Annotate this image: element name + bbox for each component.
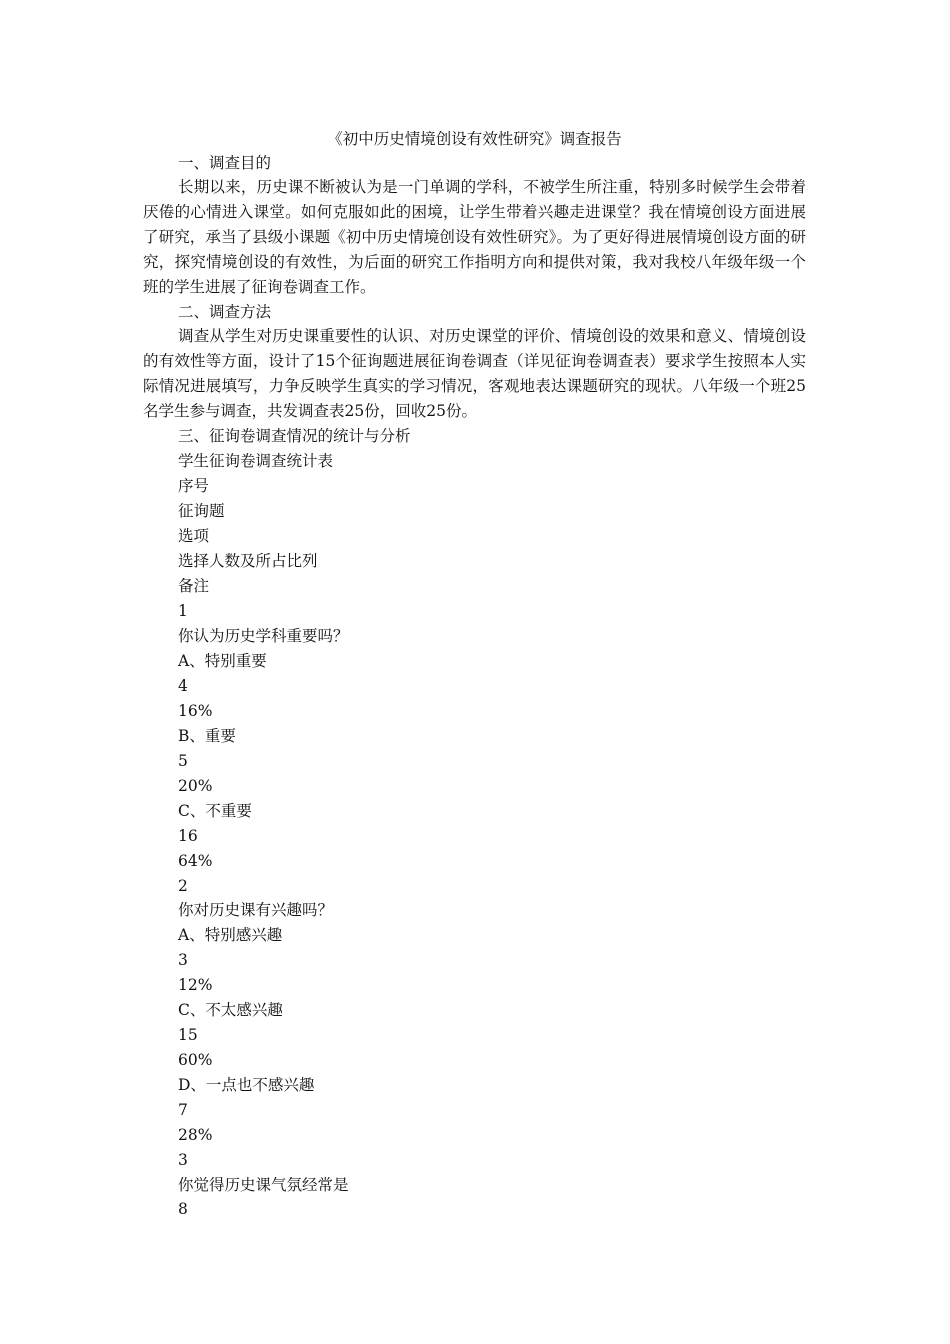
table-cell: 15 bbox=[178, 1026, 198, 1044]
table-cell: 1 bbox=[178, 602, 188, 620]
table-cell: 2 bbox=[178, 877, 188, 895]
table-cell: D、一点也不感兴趣 bbox=[178, 1076, 315, 1094]
document-title: 《初中历史情境创设有效性研究》调查报告 bbox=[327, 130, 622, 148]
section-1-body: 长期以来，历史课不断被认为是一门单调的学科，不被学生所注重，特别多时候学生会带着厌倦的心情进入课堂。如何克服如此的困境，让学生带着兴趣走进课堂？我在情境创设方面进展了研究，承当了县级小课题《初中历史情境创设有效性研究》。为了更好得进展情境创设方面的研究，探究情境创设的有效性，为后面的研究工作指明方向和提供对策，我对我校八年级年级一个班的学生进展了征询卷调查工作。 bbox=[143, 178, 806, 296]
table-cell: C、不太感兴趣 bbox=[178, 1001, 283, 1019]
table-cell: 3 bbox=[178, 951, 188, 969]
table-cell: 3 bbox=[178, 1151, 188, 1169]
table-cell: 16 bbox=[178, 827, 198, 845]
table-cell: 7 bbox=[178, 1101, 188, 1119]
table-cell: 5 bbox=[178, 752, 188, 770]
table-cell: B、重要 bbox=[178, 727, 236, 745]
table-cell: A、特别感兴趣 bbox=[178, 926, 283, 944]
table-header-cell: 征询题 bbox=[178, 502, 225, 520]
table-cell: 16% bbox=[178, 702, 213, 720]
section-2-body: 调查从学生对历史课重要性的认识、对历史课堂的评价、情境创设的效果和意义、情境创设的有效性等方面，设计了15个征询题进展征询卷调查（详见征询卷调查表）要求学生按照本人实际情况进展填写，力争反映学生真实的学习情况，客观地表达课题研究的现状。八年级一个班25名学生参与调查，共发调查表25份，回收25份。 bbox=[143, 327, 806, 420]
table-header-cell: 选项 bbox=[178, 527, 210, 545]
table-cell: 4 bbox=[178, 677, 188, 695]
table-header-cell: 备注 bbox=[178, 577, 210, 595]
table-cell: 你觉得历史课气氛经常是 bbox=[178, 1176, 349, 1194]
section-2-heading: 二、调查方法 bbox=[178, 303, 272, 321]
table-cell: A、特别重要 bbox=[178, 652, 267, 670]
table-cell: C、不重要 bbox=[178, 802, 252, 820]
table-cell: 60% bbox=[178, 1051, 213, 1069]
table-cell: 你对历史课有兴趣吗？ bbox=[178, 901, 334, 919]
table-cell: 你认为历史学科重要吗？ bbox=[178, 627, 349, 645]
table-header-cell: 序号 bbox=[178, 477, 210, 495]
section-1-heading: 一、调查目的 bbox=[178, 154, 272, 172]
table-cell: 20% bbox=[178, 777, 213, 795]
table-cell: 12% bbox=[178, 976, 213, 994]
section-3-heading: 三、征询卷调查情况的统计与分析 bbox=[178, 427, 411, 445]
table-cell: 64% bbox=[178, 852, 213, 870]
table-header-cell: 选择人数及所占比列 bbox=[178, 552, 318, 570]
table-cell: 28% bbox=[178, 1126, 213, 1144]
table-caption: 学生征询卷调查统计表 bbox=[178, 452, 334, 470]
table-cell: 8 bbox=[178, 1200, 188, 1218]
